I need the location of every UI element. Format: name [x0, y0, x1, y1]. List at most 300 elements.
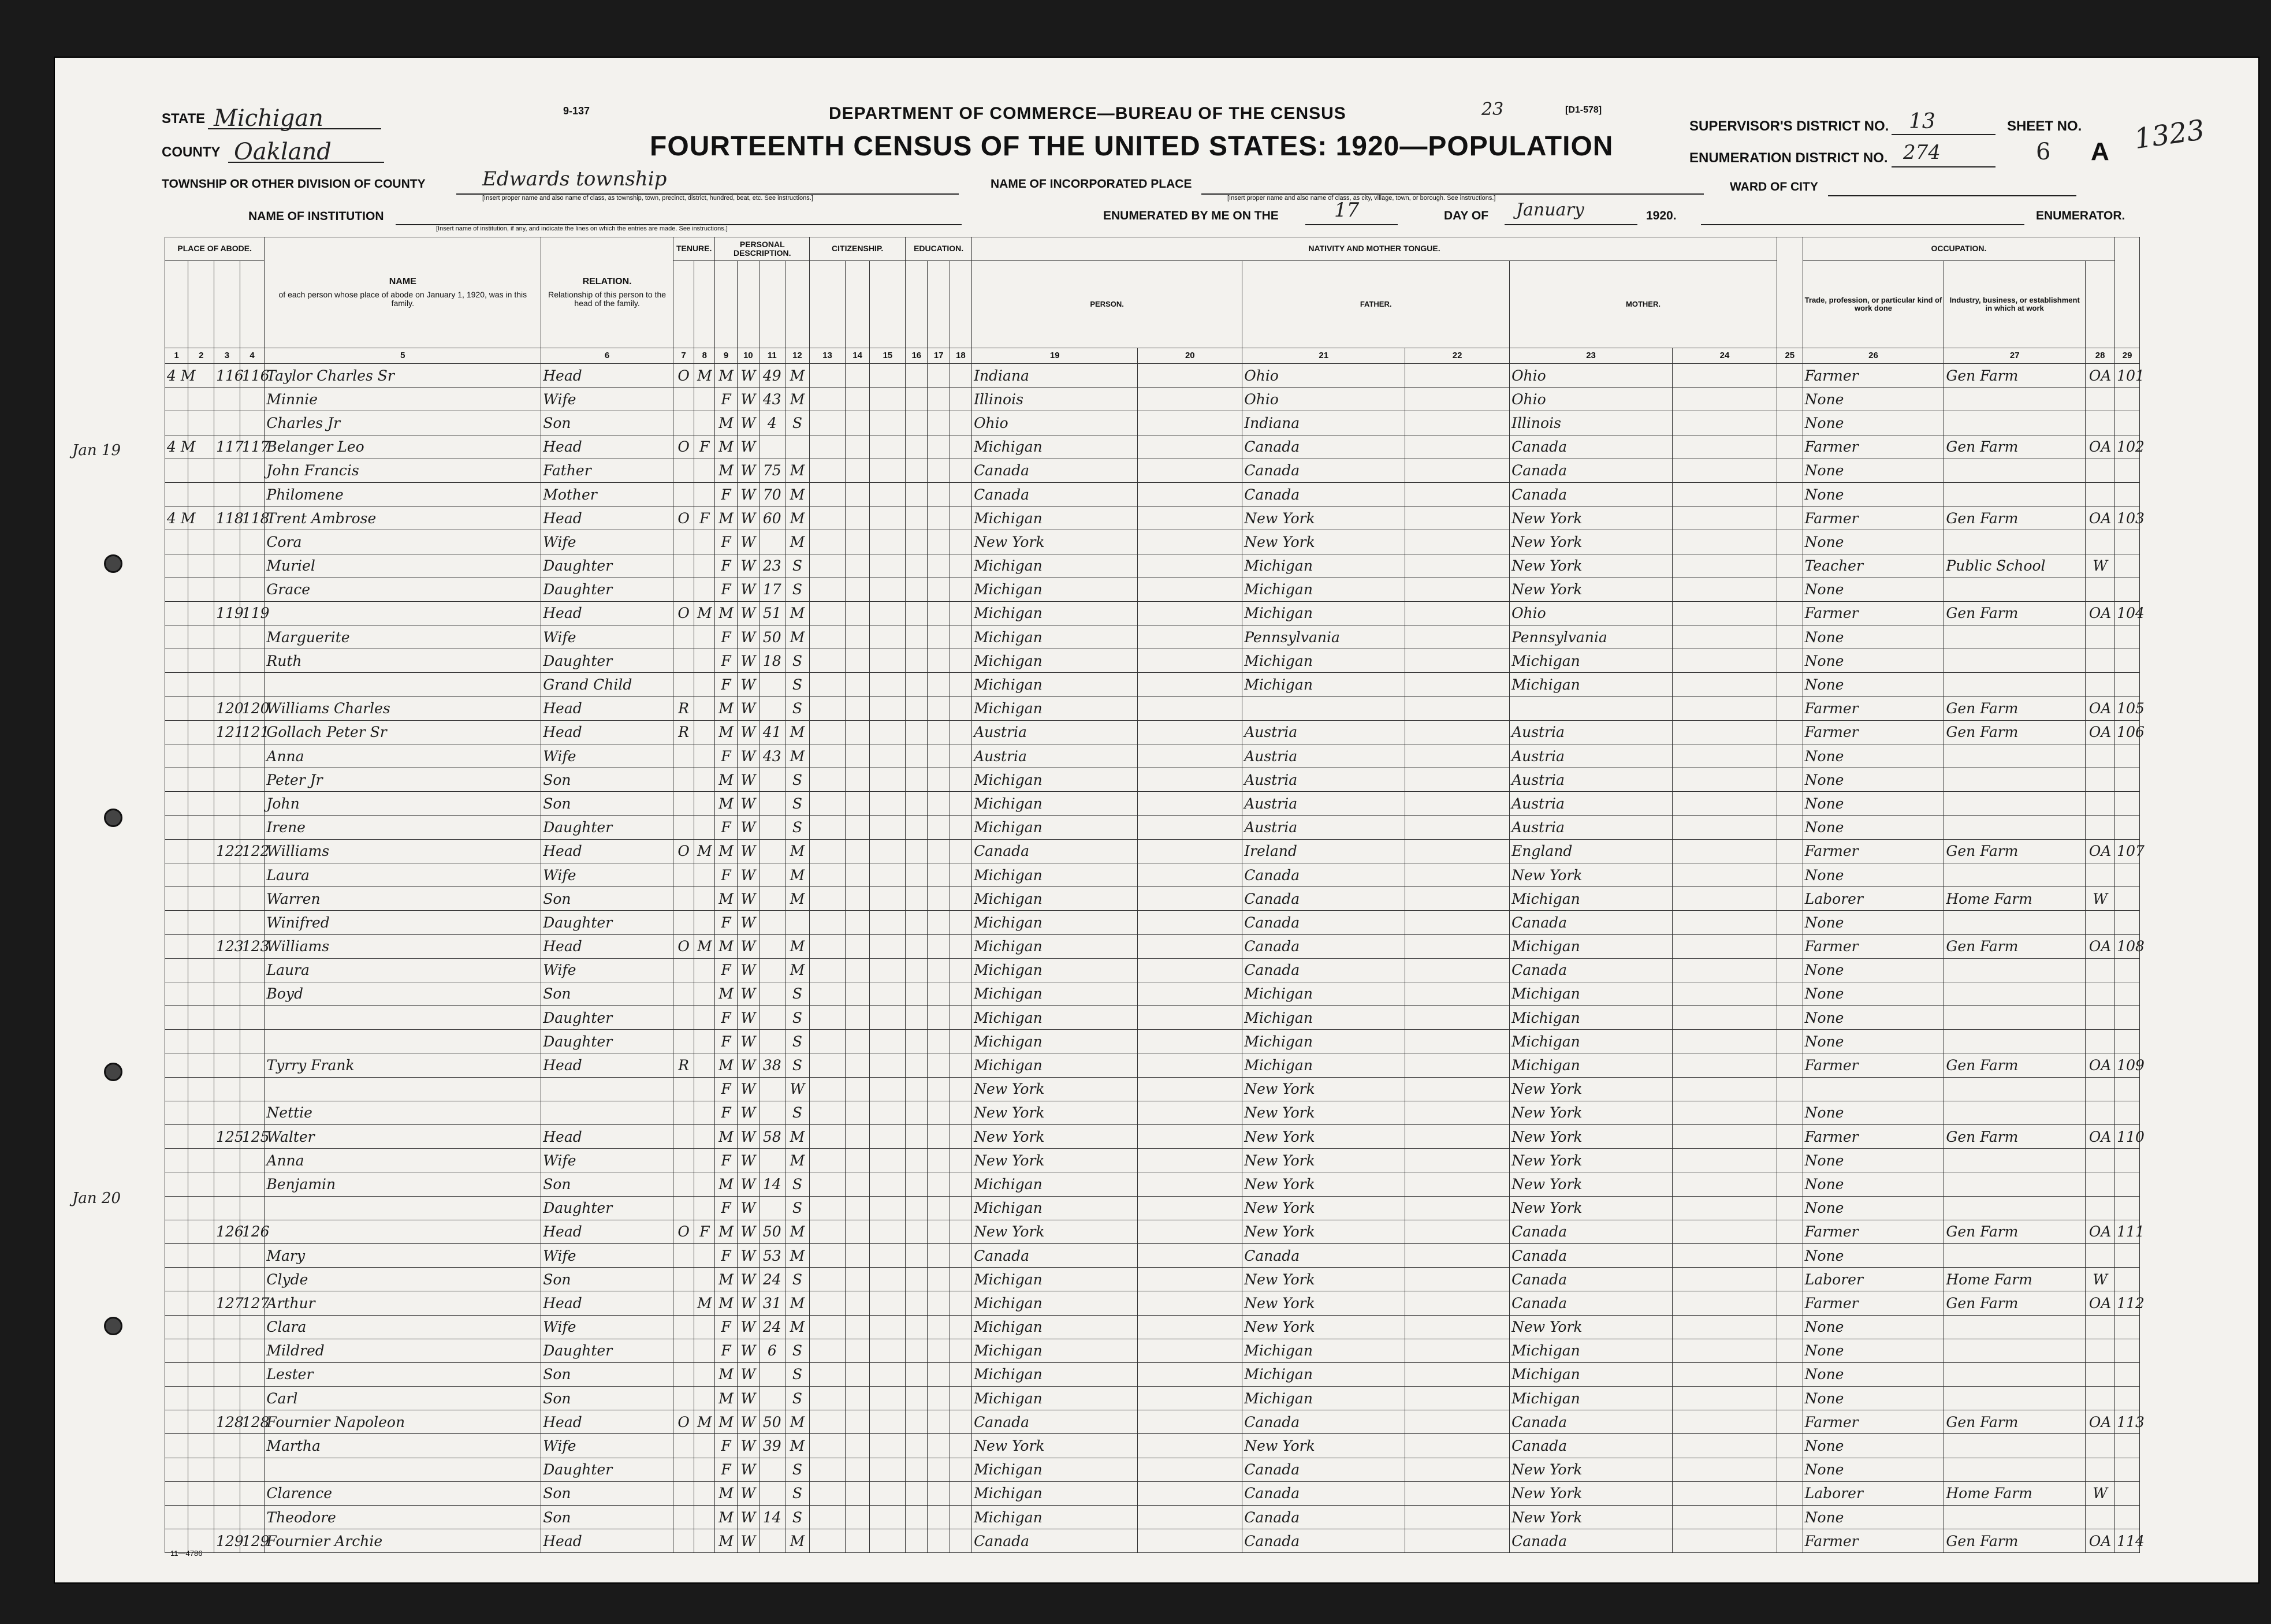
occupation-cell: None [1803, 1362, 1944, 1386]
person-name-cell: Benjamin [265, 1172, 541, 1196]
class-of-worker-cell: OA [2086, 506, 2115, 530]
race-cell: W [737, 411, 759, 435]
mother-tongue-parent-cell [1673, 364, 1777, 388]
speak-english-cell [1777, 815, 1803, 839]
father-birthplace-cell: New York [1242, 1125, 1405, 1149]
father-tongue-cell [1405, 744, 1510, 768]
naturalized-cell [845, 1172, 870, 1196]
father-tongue-cell [1405, 720, 1510, 744]
marital-status-cell: S [785, 1030, 810, 1053]
read-cell [928, 530, 950, 554]
family-number-cell [240, 673, 265, 696]
write-cell [950, 1339, 971, 1362]
race-cell: W [737, 601, 759, 625]
person-name-cell: Cora [265, 530, 541, 554]
person-name-cell [265, 1030, 541, 1053]
father-tongue-cell [1405, 1434, 1510, 1458]
mortgage-cell [694, 696, 715, 720]
relation-cell: Daughter [541, 1458, 673, 1481]
street-cell [165, 696, 188, 720]
sex-cell: F [715, 815, 737, 839]
street-cell [165, 625, 188, 649]
dwelling-number-cell: 129 [214, 1529, 240, 1553]
mortgage-cell: M [694, 934, 715, 958]
sex-cell: M [715, 934, 737, 958]
read-cell [928, 435, 950, 459]
farm-schedule-cell [2115, 625, 2140, 649]
marital-status-cell: S [785, 1387, 810, 1410]
occupation-cell: None [1803, 578, 1944, 601]
read-cell [928, 1196, 950, 1220]
age-cell: 38 [759, 1053, 785, 1077]
age-cell: 14 [759, 1506, 785, 1529]
speak-english-cell [1777, 720, 1803, 744]
owned-cell [673, 554, 694, 578]
immigration-year-cell [810, 1149, 846, 1172]
class-of-worker-cell [2086, 411, 2115, 435]
relation-cell: Wife [541, 1434, 673, 1458]
father-birthplace-cell: New York [1242, 1434, 1405, 1458]
age-cell: 53 [759, 1243, 785, 1267]
sex-cell: M [715, 720, 737, 744]
speak-english-cell [1777, 1291, 1803, 1315]
mortgage-cell: M [694, 839, 715, 863]
township-note: [Insert proper name and also name of class, as township, town, precinct, district, hundred, beat, etc. See instructions.] [482, 195, 813, 202]
read-cell [928, 982, 950, 1005]
write-cell [950, 459, 971, 482]
immigration-year-cell [810, 1362, 846, 1386]
mother-tongue-parent-cell [1673, 554, 1777, 578]
birthplace-cell: Canada [972, 1243, 1138, 1267]
family-number-cell [240, 578, 265, 601]
industry-cell [1944, 459, 2086, 482]
naturalized-cell [845, 1030, 870, 1053]
sex-cell: F [715, 673, 737, 696]
write-cell [950, 815, 971, 839]
mother-tongue-parent-cell [1673, 982, 1777, 1005]
mother-birthplace-cell: Michigan [1510, 1006, 1673, 1030]
naturalized-cell [845, 1291, 870, 1315]
table-row [165, 1196, 2140, 1220]
naturalization-year-cell [870, 1387, 906, 1410]
school-cell [906, 625, 928, 649]
naturalization-year-cell [870, 1506, 906, 1529]
write-cell [950, 1481, 971, 1505]
table-row [165, 1149, 2140, 1172]
naturalization-year-cell [870, 934, 906, 958]
mother-tongue-parent-cell [1673, 1196, 1777, 1220]
speak-english-cell [1777, 1006, 1803, 1030]
naturalization-year-cell [870, 720, 906, 744]
mother-tongue-parent-cell [1673, 1243, 1777, 1267]
race-cell: W [737, 1172, 759, 1196]
sex-cell: F [715, 1077, 737, 1101]
school-cell [906, 911, 928, 934]
age-cell [759, 530, 785, 554]
relation-cell: Daughter [541, 911, 673, 934]
occupation-cell: Farmer [1803, 1529, 1944, 1553]
state-label: STATE [162, 111, 206, 126]
house-number-cell [188, 1339, 214, 1362]
naturalized-cell [845, 1268, 870, 1291]
table-row [165, 1481, 2140, 1505]
marital-status-cell: S [785, 411, 810, 435]
mother-tongue-cell [1138, 1387, 1242, 1410]
speak-english-cell [1777, 1268, 1803, 1291]
marital-status-cell: M [785, 364, 810, 388]
relation-cell: Daughter [541, 815, 673, 839]
race-cell: W [737, 1339, 759, 1362]
speak-english-cell [1777, 578, 1803, 601]
street-cell [165, 601, 188, 625]
occupation-cell: None [1803, 459, 1944, 482]
immigration-year-cell [810, 1172, 846, 1196]
father-tongue-cell [1405, 1006, 1510, 1030]
birthplace-cell: Ohio [972, 411, 1138, 435]
person-name-cell: Belanger Leo [265, 435, 541, 459]
speak-english-cell [1777, 1125, 1803, 1149]
dwelling-number-cell: 123 [214, 934, 240, 958]
occupation-cell: Farmer [1803, 601, 1944, 625]
dwelling-number-cell: 128 [214, 1410, 240, 1434]
race-cell: W [737, 482, 759, 506]
dwelling-number-cell [214, 1458, 240, 1481]
table-row [165, 578, 2140, 601]
owned-cell [673, 863, 694, 887]
immigration-year-cell [810, 554, 846, 578]
industry-cell: Gen Farm [1944, 1410, 2086, 1434]
marital-status-cell: S [785, 1458, 810, 1481]
speak-english-cell [1777, 1387, 1803, 1410]
father-tongue-cell [1405, 934, 1510, 958]
column-number: 2 [188, 348, 214, 364]
house-number-cell [188, 1315, 214, 1339]
mother-tongue-cell [1138, 1030, 1242, 1053]
dwelling-number-cell [214, 673, 240, 696]
house-number-cell [188, 649, 214, 673]
father-birthplace-cell: Canada [1242, 1410, 1405, 1434]
occupation-cell: None [1803, 768, 1944, 792]
father-birthplace-cell [1242, 696, 1405, 720]
township-value: Edwards township [482, 167, 667, 191]
person-name-cell: Anna [265, 1149, 541, 1172]
naturalization-year-cell [870, 887, 906, 911]
father-tongue-cell [1405, 1101, 1510, 1124]
mother-tongue-parent-cell [1673, 792, 1777, 815]
birthplace-cell: Michigan [972, 1030, 1138, 1053]
person-name-cell: Philomene [265, 482, 541, 506]
industry-cell: Home Farm [1944, 1268, 2086, 1291]
industry-cell [1944, 744, 2086, 768]
mother-birthplace-cell: Michigan [1510, 887, 1673, 911]
marital-status-cell: S [785, 768, 810, 792]
relation-cell: Wife [541, 625, 673, 649]
father-birthplace-cell: Michigan [1242, 1030, 1405, 1053]
house-number-cell [188, 1243, 214, 1267]
naturalization-year-cell [870, 744, 906, 768]
dwelling-number-cell [214, 1149, 240, 1172]
marital-status-cell: S [785, 815, 810, 839]
mother-tongue-cell [1138, 649, 1242, 673]
sex-cell: M [715, 459, 737, 482]
age-cell [759, 1101, 785, 1124]
person-name-cell: Tyrry Frank [265, 1053, 541, 1077]
marital-status-cell: M [785, 1220, 810, 1243]
read-cell [928, 482, 950, 506]
naturalized-cell [845, 1481, 870, 1505]
race-cell: W [737, 1506, 759, 1529]
father-tongue-cell [1405, 364, 1510, 388]
father-tongue-cell [1405, 768, 1510, 792]
mother-birthplace-cell: Canada [1510, 1291, 1673, 1315]
immigration-year-cell [810, 1434, 846, 1458]
speak-english-cell [1777, 1149, 1803, 1172]
house-number-cell [188, 1125, 214, 1149]
owned-cell [673, 649, 694, 673]
birthplace-cell: Michigan [972, 554, 1138, 578]
family-number-cell [240, 1458, 265, 1481]
school-cell [906, 506, 928, 530]
age-cell [759, 1481, 785, 1505]
race-cell: W [737, 1315, 759, 1339]
race-cell: W [737, 1101, 759, 1124]
farm-schedule-cell: 108 [2115, 934, 2140, 958]
write-cell [950, 435, 971, 459]
house-number-cell [188, 482, 214, 506]
family-number-cell [240, 768, 265, 792]
farm-schedule-cell: 102 [2115, 435, 2140, 459]
marital-status-cell: M [785, 839, 810, 863]
mother-birthplace-cell: Canada [1510, 482, 1673, 506]
farm-schedule-cell [2115, 554, 2140, 578]
street-cell [165, 815, 188, 839]
person-name-cell: Trent Ambrose [265, 506, 541, 530]
industry-cell [1944, 1458, 2086, 1481]
family-number-cell [240, 911, 265, 934]
mother-tongue-cell [1138, 815, 1242, 839]
school-cell [906, 554, 928, 578]
father-birthplace-cell: Canada [1242, 887, 1405, 911]
person-name-cell: John Francis [265, 459, 541, 482]
write-cell [950, 792, 971, 815]
mother-tongue-cell [1138, 1006, 1242, 1030]
immigration-year-cell [810, 863, 846, 887]
farm-schedule-cell [2115, 673, 2140, 696]
mother-birthplace-cell: Canada [1510, 1410, 1673, 1434]
farm-schedule-cell [2115, 459, 2140, 482]
mother-birthplace-cell: Ohio [1510, 601, 1673, 625]
school-cell [906, 958, 928, 982]
school-cell [906, 411, 928, 435]
mother-tongue-parent-cell [1673, 1172, 1777, 1196]
immigration-year-cell [810, 696, 846, 720]
immigration-year-cell [810, 1529, 846, 1553]
father-birthplace-cell: Michigan [1242, 673, 1405, 696]
person-name-cell: Peter Jr [265, 768, 541, 792]
occupation-cell: None [1803, 911, 1944, 934]
year: 1920. [1646, 209, 1677, 222]
table-row [165, 625, 2140, 649]
table-row [165, 1030, 2140, 1053]
naturalized-cell [845, 1339, 870, 1362]
school-cell [906, 1220, 928, 1243]
occupation-cell: Farmer [1803, 720, 1944, 744]
person-name-cell: Walter [265, 1125, 541, 1149]
owned-cell [673, 1101, 694, 1124]
mother-birthplace-cell: Canada [1510, 1268, 1673, 1291]
farm-schedule-cell [2115, 482, 2140, 506]
father-tongue-cell [1405, 673, 1510, 696]
person-name-cell: Lester [265, 1362, 541, 1386]
house-number-cell [188, 1481, 214, 1505]
dwelling-number-cell: 118 [214, 506, 240, 530]
family-number-cell [240, 744, 265, 768]
family-number-cell: 117 [240, 435, 265, 459]
read-col [928, 261, 950, 348]
owned-cell: R [673, 720, 694, 744]
father-birthplace-cell: New York [1242, 1077, 1405, 1101]
table-row [165, 1220, 2140, 1243]
read-cell [928, 720, 950, 744]
farm-schedule-cell [2115, 1434, 2140, 1458]
citizenship-header: CITIZENSHIP. [810, 237, 906, 261]
street-cell [165, 649, 188, 673]
immigration-year-cell [810, 1030, 846, 1053]
occupation-cell: None [1803, 1149, 1944, 1172]
county-label: COUNTY [162, 144, 221, 160]
school-cell [906, 1077, 928, 1101]
form-code: [D1-578] [1565, 105, 1602, 115]
occupation-cell: Farmer [1803, 435, 1944, 459]
write-cell [950, 934, 971, 958]
class-of-worker-cell: W [2086, 1268, 2115, 1291]
mortgage-cell [694, 649, 715, 673]
sex-cell: M [715, 696, 737, 720]
class-of-worker-cell [2086, 578, 2115, 601]
class-of-worker-cell [2086, 625, 2115, 649]
sex-cell: M [715, 1268, 737, 1291]
mother-tongue-cell [1138, 1149, 1242, 1172]
street-cell [165, 530, 188, 554]
relation-cell: Son [541, 411, 673, 435]
table-row [165, 1243, 2140, 1267]
immigration-year-cell [810, 1410, 846, 1434]
table-row [165, 364, 2140, 388]
school-cell [906, 863, 928, 887]
occupation-cell: None [1803, 982, 1944, 1005]
house-number-cell [188, 958, 214, 982]
mother-tongue-parent-cell [1673, 1149, 1777, 1172]
relation-cell: Son [541, 887, 673, 911]
owned-cell [673, 1481, 694, 1505]
relation-cell: Head [541, 601, 673, 625]
mother-birthplace-cell: Michigan [1510, 649, 1673, 673]
father-birthplace-cell: New York [1242, 1172, 1405, 1196]
dwelling-number-cell [214, 388, 240, 411]
house-number-cell [188, 411, 214, 435]
immigration-year-cell [810, 1125, 846, 1149]
marital-status-cell: M [785, 1410, 810, 1434]
school-cell [906, 1529, 928, 1553]
speak-english-cell [1777, 768, 1803, 792]
farm-schedule-cell: 110 [2115, 1125, 2140, 1149]
dwelling-number-cell [214, 1196, 240, 1220]
father-tongue-cell [1405, 601, 1510, 625]
race-cell: W [737, 435, 759, 459]
mother-birthplace-cell: Canada [1510, 1243, 1673, 1267]
relation-cell: Daughter [541, 649, 673, 673]
mortgage-cell [694, 388, 715, 411]
speak-english-cell [1777, 982, 1803, 1005]
write-cell [950, 482, 971, 506]
mortgage-cell [694, 815, 715, 839]
immigration-year-cell [810, 887, 846, 911]
naturalization-year-cell [870, 1101, 906, 1124]
owned-cell [673, 911, 694, 934]
supervisor-value: 13 [1909, 110, 1935, 133]
sex-cell: F [715, 530, 737, 554]
owned-cell: O [673, 839, 694, 863]
dwelling-number-cell [214, 863, 240, 887]
birthplace-cell: Michigan [972, 506, 1138, 530]
immigration-year-cell [810, 1458, 846, 1481]
race-cell: W [737, 1053, 759, 1077]
mother-tongue-parent-cell [1673, 530, 1777, 554]
owned-cell [673, 1268, 694, 1291]
owned-cell [673, 673, 694, 696]
dwelling-number-cell [214, 1339, 240, 1362]
occupation-cell: Farmer [1803, 934, 1944, 958]
sex-cell: M [715, 887, 737, 911]
naturalized-cell [845, 1101, 870, 1124]
occupation-header: OCCUPATION. [1803, 237, 2115, 261]
school-cell [906, 744, 928, 768]
family-number-cell [240, 863, 265, 887]
immigration-year-cell [810, 578, 846, 601]
father-tongue-cell [1405, 1458, 1510, 1481]
mother-tongue-parent-cell [1673, 625, 1777, 649]
mother-birthplace-cell: Ohio [1510, 388, 1673, 411]
write-cell [950, 839, 971, 863]
father-tongue-cell [1405, 649, 1510, 673]
naturalized-cell [845, 1362, 870, 1386]
marital-status-cell: M [785, 388, 810, 411]
table-row [165, 720, 2140, 744]
race-cell: W [737, 696, 759, 720]
owned-cell [673, 1006, 694, 1030]
relation-cell: Head [541, 1410, 673, 1434]
dwelling-col [214, 261, 240, 348]
table-row [165, 863, 2140, 887]
farm-schedule-cell: 103 [2115, 506, 2140, 530]
mortgage-cell [694, 720, 715, 744]
birthplace-cell: Michigan [972, 696, 1138, 720]
farm-schedule-cell: 107 [2115, 839, 2140, 863]
mother-tongue-parent-cell [1673, 1125, 1777, 1149]
street-cell [165, 982, 188, 1005]
street-cell [165, 1339, 188, 1362]
table-row [165, 1529, 2140, 1553]
enumeration-district-value: 274 [1903, 141, 1941, 164]
table-row [165, 768, 2140, 792]
farm-schedule-cell [2115, 1243, 2140, 1267]
naturalization-year-cell [870, 1053, 906, 1077]
column-number: 5 [265, 348, 541, 364]
birthplace-cell: Michigan [972, 1481, 1138, 1505]
age-cell [759, 887, 785, 911]
occupation-cell: None [1803, 411, 1944, 435]
mortgage-cell [694, 1006, 715, 1030]
